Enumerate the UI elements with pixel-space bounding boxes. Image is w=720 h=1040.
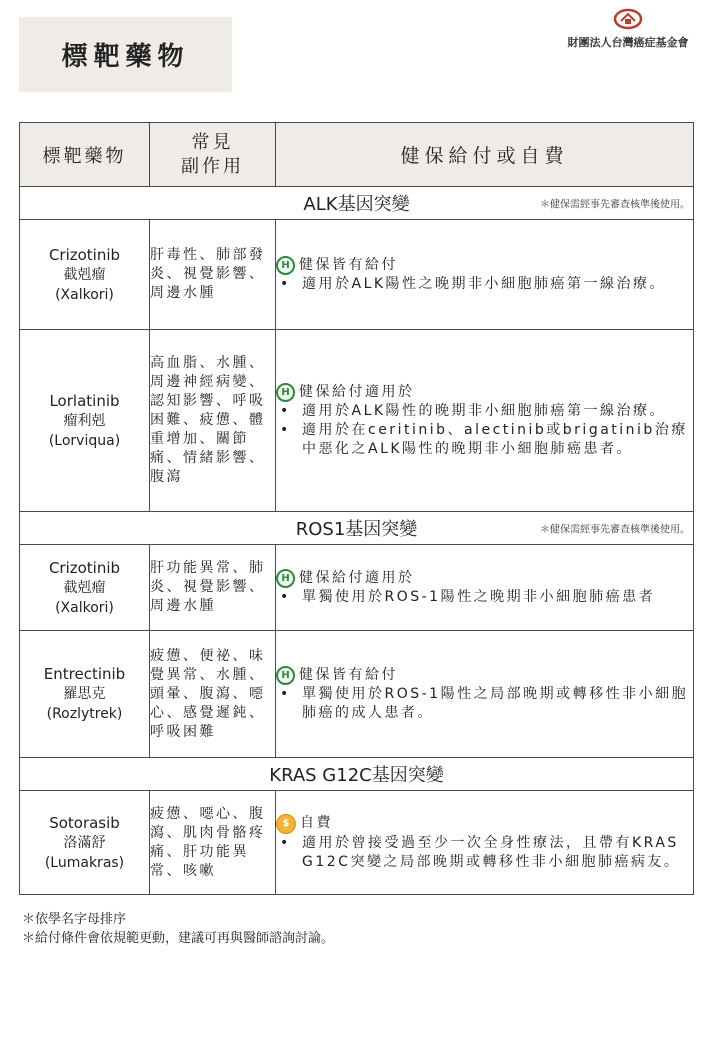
health-insurance-icon: H: [276, 383, 295, 402]
list-item: • 單獨使用於ROS-1陽性之晚期非小細胞肺癌患者: [276, 588, 693, 607]
coverage-list: [276, 402, 693, 459]
footnote: ＊給付條件會依規範更動，建議可再與醫師諮詢討論。: [22, 931, 335, 946]
health-insurance-icon: H: [276, 569, 295, 588]
section-row: [20, 187, 694, 220]
coverage-label: 健保給付適用於: [299, 383, 415, 400]
coverage-list: [276, 834, 693, 872]
drug-name-cell: [20, 220, 150, 330]
drug-generic-name: Entrectinib: [43, 665, 126, 683]
section-title: ROS1基因突變: [295, 519, 418, 540]
table-row: [20, 791, 694, 895]
drug-chinese-name: 羅思克: [63, 686, 106, 702]
coverage-heading: [276, 666, 693, 685]
section-title: KRAS G12C基因突變: [269, 765, 444, 786]
drug-table: [19, 122, 694, 895]
org-branding: [548, 8, 708, 50]
drug-generic-name: Sotorasib: [49, 813, 120, 832]
table-row: [20, 330, 694, 512]
header-coverage: 健保給付或自費: [276, 123, 694, 187]
drug-chinese-name: 截剋瘤: [63, 579, 106, 596]
coverage-label: 自費: [300, 815, 333, 831]
section-row: [20, 758, 694, 791]
drug-brand-name: (Xalkori): [55, 599, 114, 616]
drug-brand-name: (Lorviqua): [48, 432, 121, 449]
drug-generic-name: Crizotinib: [48, 245, 121, 264]
org-name: 財團法人台灣癌症基金會: [567, 36, 689, 49]
coverage-label: 健保皆有給付: [299, 666, 398, 683]
health-insurance-icon: H: [276, 256, 295, 275]
section-header: [20, 512, 694, 545]
coverage-label: 健保給付適用於: [299, 569, 415, 586]
coverage-cell: [276, 631, 694, 758]
section-title: ALK基因突變: [303, 194, 410, 215]
table-header-row: [20, 123, 694, 187]
coverage-cell: [276, 545, 694, 631]
coverage-heading: [276, 814, 693, 834]
section-note: ＊健保需經事先審查核準後使用。: [540, 199, 690, 211]
drug-chinese-name: 洛滿舒: [63, 834, 106, 851]
coverage-heading: [276, 383, 693, 402]
coverage-list: [276, 588, 693, 607]
table-row: [20, 220, 694, 330]
drug-brand-name: (Lumakras): [44, 854, 125, 871]
coverage-heading: [276, 256, 693, 275]
section-row: [20, 512, 694, 545]
drug-name-cell: [20, 791, 150, 895]
header-side-effects: [150, 123, 276, 187]
list-item: • 單獨使用於ROS-1陽性之局部晚期或轉移性非小細胞肺癌的成人患者。: [276, 685, 693, 723]
coverage-heading: [276, 569, 693, 588]
coverage-cell: [276, 791, 694, 895]
drug-name-cell: [20, 330, 150, 512]
coverage-list: [276, 685, 693, 723]
section-note: ＊健保需經事先審查核準後使用。: [540, 524, 690, 536]
header-side-effects-line1: 常見: [191, 131, 234, 153]
drug-generic-name: Crizotinib: [48, 558, 121, 577]
section-header: [20, 187, 694, 220]
coverage-cell: [276, 220, 694, 330]
drug-brand-name: (Xalkori): [55, 286, 114, 303]
coverage-label: 健保皆有給付: [299, 256, 398, 273]
section-header: [20, 758, 694, 791]
side-effects-cell: 高血脂、水腫、周邊神經病變、認知影響、呼吸困難、疲憊、體重增加、關節痛、情緒影響、腹瀉: [150, 330, 276, 512]
footnotes: [22, 910, 334, 948]
drug-chinese-name: 截剋瘤: [63, 266, 106, 283]
coin-icon: $: [276, 814, 296, 834]
header-drug: 標靶藥物: [20, 123, 150, 187]
side-effects-cell: 肝毒性、肺部發炎、視覺影響、周邊水腫: [150, 220, 276, 330]
side-effects-cell: 肝功能異常、肺炎、視覺影響、周邊水腫: [150, 545, 276, 631]
list-item: • 適用於在ceritinib、alectinib或brigatinib治療中惡化之ALK陽性的晚期非小細胞肺癌患者。: [276, 421, 693, 459]
health-insurance-icon: H: [276, 666, 295, 685]
foundation-logo-icon: [613, 8, 643, 30]
drug-name-cell: [20, 545, 150, 631]
list-item: • 適用於ALK陽性的晚期非小細胞肺癌第一線治療。: [276, 402, 693, 421]
table-row: [20, 545, 694, 631]
drug-chinese-name: 瘤利剋: [63, 412, 106, 429]
coverage-list: [276, 275, 693, 294]
header-side-effects-line2: 副作用: [181, 155, 244, 177]
title-box: [19, 17, 232, 92]
drug-name-cell: [20, 631, 150, 758]
coverage-cell: [276, 330, 694, 512]
page-title: 標靶藥物: [61, 42, 190, 72]
list-item: • 適用於ALK陽性之晚期非小細胞肺癌第一線治療。: [276, 275, 693, 294]
drug-brand-name: (Rozlytrek): [46, 706, 123, 722]
table-row: [20, 631, 694, 758]
list-item: • 適用於曾接受過至少一次全身性療法，且帶有KRAS G12C突變之局部晚期或轉移性非小細胞肺癌病友。: [276, 834, 693, 872]
side-effects-cell: 疲憊、便祕、味覺異常、水腫、頭暈、腹瀉、噁心、感覺遲鈍、呼吸困難: [150, 631, 276, 758]
drug-generic-name: Lorlatinib: [49, 391, 120, 410]
side-effects-cell: 疲憊、噁心、腹瀉、肌肉骨骼疼痛、肝功能異常、咳嗽: [150, 791, 276, 895]
footnote: ＊依學名字母排序: [22, 912, 127, 927]
